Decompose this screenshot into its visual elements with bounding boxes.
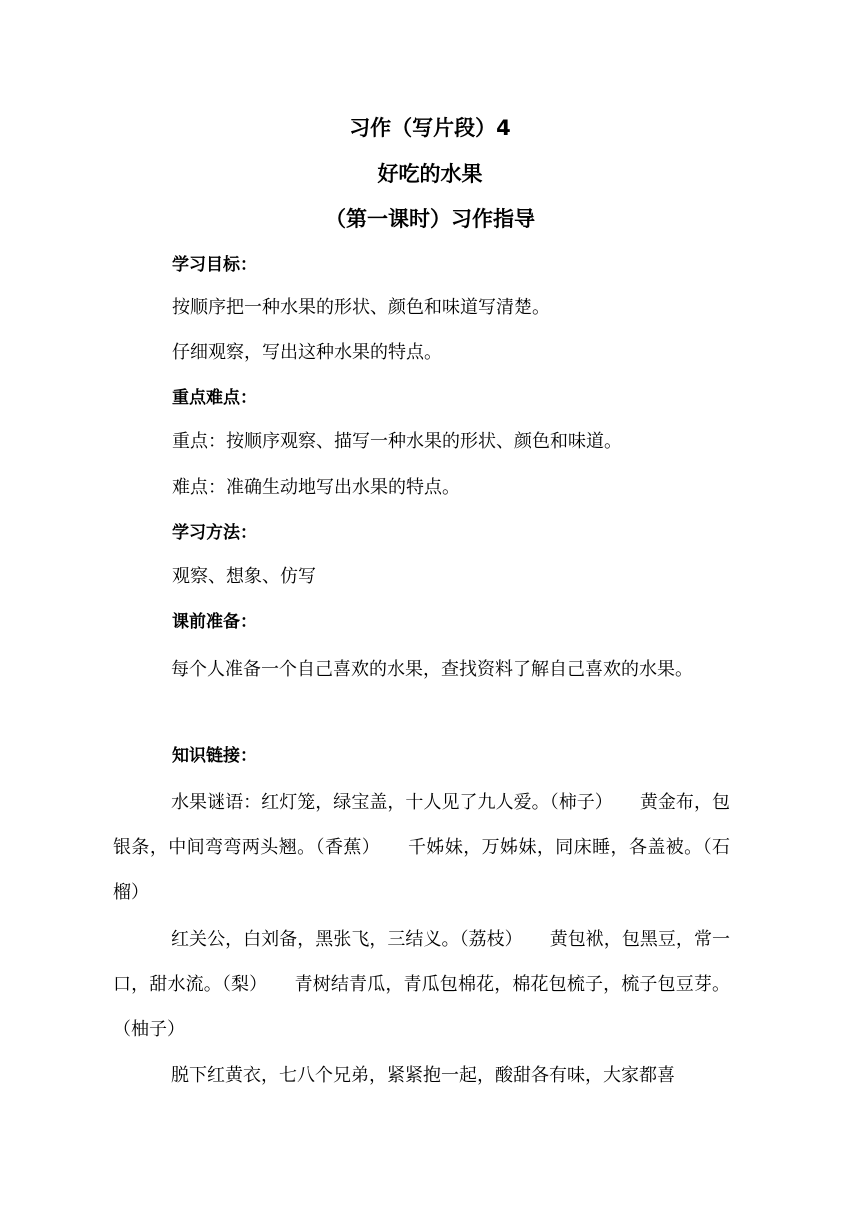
riddle-paragraph: 水果谜语：红灯笼，绿宝盖，十人见了九人爱。（柿子） 黄金布，包银条，中间弯弯两头翘。（香蕉） 千姊妹，万姊妹，同床睡，各盖被。（石榴） [113, 792, 730, 903]
document-subtitle: 好吃的水果 [377, 162, 483, 186]
riddle-paragraph: 脱下红黄衣，七八个兄弟，紧紧抱一起，酸甜各有味，大家都喜 [171, 1065, 675, 1086]
goal-item: 按顺序把一种水果的形状、颜色和味道写清楚。 [172, 297, 550, 318]
goal-item: 仔细观察，写出这种水果的特点。 [172, 342, 442, 363]
knowledge-heading: 知识链接： [172, 746, 257, 766]
goals-heading: 学习目标： [172, 255, 257, 275]
lesson-title: （第一课时）习作指导 [325, 207, 535, 231]
preparation-heading: 课前准备： [172, 612, 257, 632]
key-points-heading: 重点难点： [172, 388, 257, 408]
key-point-item: 重点：按顺序观察、描写一种水果的形状、颜色和味道。 [172, 431, 622, 452]
preparation-paragraph: 每个人准备一个自己喜欢的水果，查找资料了解自己喜欢的水果。 [171, 659, 693, 680]
riddle-paragraph: 红关公，白刘备，黑张飞，三结义。（荔枝） 黄包袱，包黑豆，常一口，甜水流。（梨） 青树结青瓜，青瓜包棉花，棉花包梳子，梳子包豆芽。（柚子） [113, 929, 730, 1040]
difficult-point-item: 难点：准确生动地写出水果的特点。 [172, 477, 460, 498]
methods-text: 观察、想象、仿写 [172, 566, 316, 587]
methods-heading: 学习方法： [172, 523, 257, 543]
document-title: 习作（写片段）4 [349, 116, 511, 140]
